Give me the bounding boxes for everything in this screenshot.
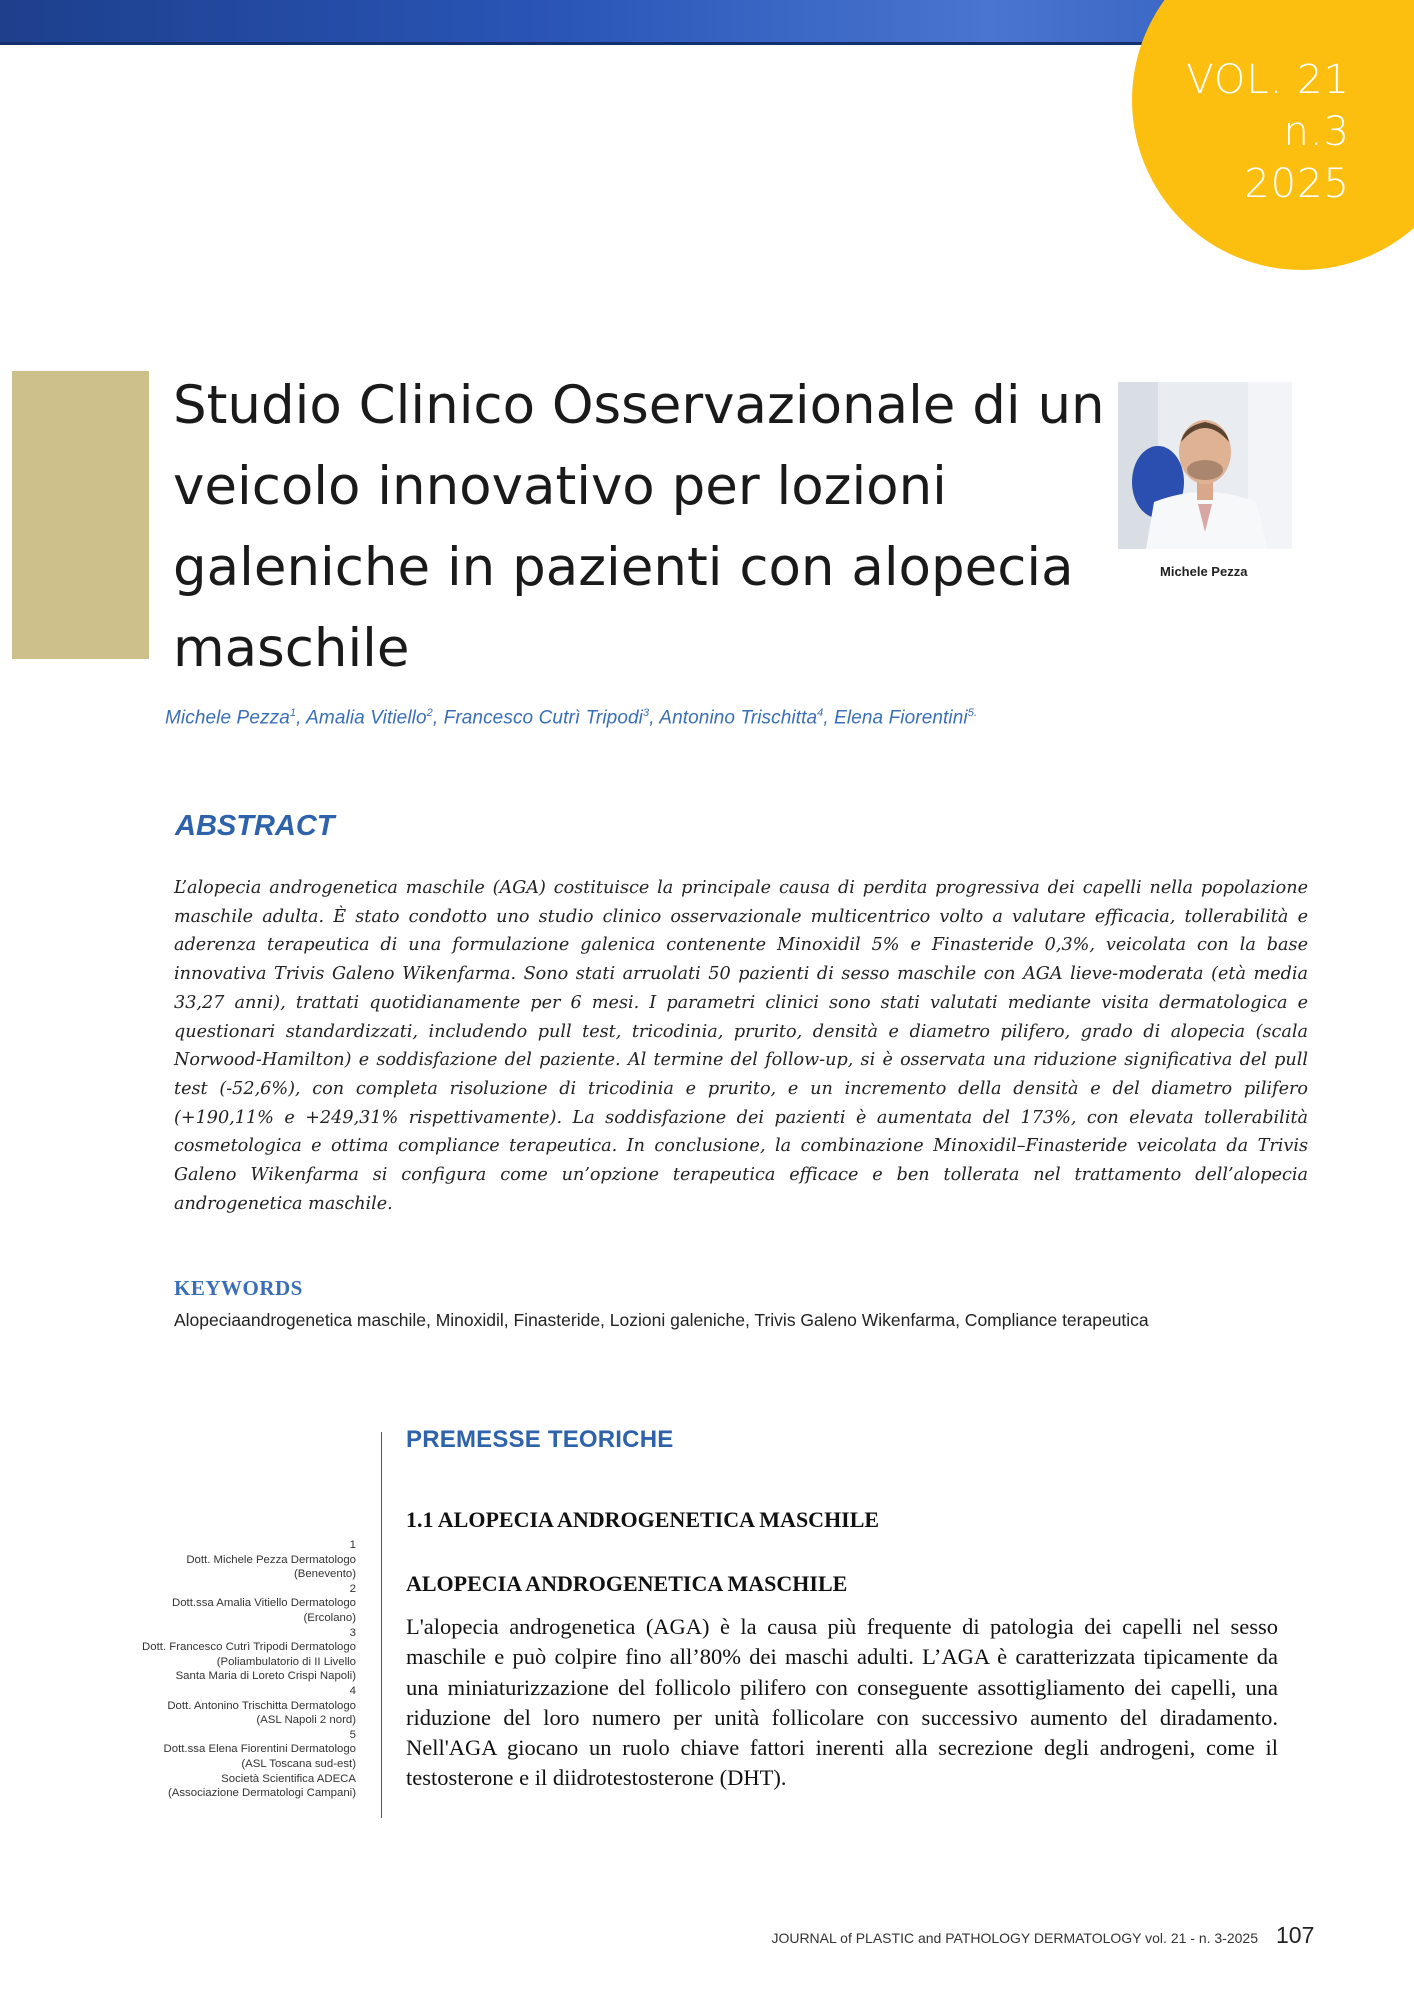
issue-number: n.3 (1283, 109, 1350, 155)
footnote-line: Dott.ssa Elena Fiorentini Dermatologo (163, 1743, 356, 1756)
author-name: Amalia Vitiello (306, 707, 427, 729)
footnote-line: (ASL Toscana sud-est) (241, 1757, 356, 1770)
author-portrait-icon (1118, 382, 1292, 549)
issue-volume: VOL. 21 (1186, 57, 1350, 103)
section-body: L'alopecia androgenetica (AGA) è la causa più frequente di patologia dei capelli nel sesso maschile e può colpire fino all’80% dei maschi adulti. L’AGA è caratterizzata tipicamente da una miniaturizzazione del follicolo pilifero con conseguente assottigliamento dei capelli, una riduzione del loro numero per unità follicolare con successivo aumento del diradamento. Nell'AGA giocano un ruolo chiave fattori inerenti alla secrezione degli androgeni, come il testosterone e il diidrotestosterone (DHT). (406, 1614, 1278, 1791)
footnote-line: 3 (349, 1626, 356, 1639)
footnote-line: 1 (349, 1539, 356, 1551)
footnote-line: Dott. Michele Pezza Dermatologo (186, 1553, 356, 1566)
footnote-line: Santa Maria di Loreto Crispi Napoli) (175, 1670, 356, 1683)
author-name: Elena Fiorentini (834, 707, 968, 729)
keywords-heading: KEYWORDS (174, 1276, 303, 1300)
section-heading: PREMESSE TEORICHE (406, 1426, 674, 1453)
abstract-text: L’alopecia androgenetica maschile (AGA) costituisce la principale causa di perdita progressiva dei capelli nella popolazione maschile adulta. È stato condotto uno studio clinico osservazionale multicentrico volto a valutare efficacia, tollerabilità e aderenza terapeutica di una formulazione galenica contenente Minoxidil 5% e Finasteride 0,3%, veicolata con la base innovativa Trivis Galeno Wikenfarma. Sono stati arruolati 50 pazienti di sesso maschile con AGA lieve-moderata (età media 33,27 anni), trattati quotidianamente per 6 mesi. I parametri clinici sono stati valutati mediante visita dermatologica e questionari standardizzati, includendo pull test, tricodinia, prurito, densità e diametro pilifero, grado di alopecia (scala Norwood-Hamilton) e soddisfazione del paziente. Al termine del follow-up, si è osservata una riduzione significativa del pull test (-52,6%), con completa risoluzione di tricodinia e prurito, e un incremento della densità e del diametro pilifero (+190,11% e +249,31% rispettivamente). La soddisfazione dei pazienti è aumentata del 173%, con elevata tollerabilità cosmetologica e ottima compliance terapeutica. In conclusione, la combinazione Minoxidil–Finasteride veicolata da Trivis Galeno Wikenfarma si configura come un’opzione terapeutica efficace e ben tollerata nel trattamento dell’alopecia androgenetica maschile. (174, 878, 1308, 1214)
article-title: Studio Clinico Osservazionale di un veicolo innovativo per lozioni galeniche in pazienti con alopecia maschile (173, 375, 1105, 679)
footnote-line: (Associazione Dermatologi Campani) (167, 1787, 356, 1800)
footnote-line: (ASL Napoli 2 nord) (256, 1714, 356, 1727)
keywords-text: Alopeciaandrogenetica maschile, Minoxidil, Finasteride, Lozioni galeniche, Trivis Galeno Wikenfarma, Compliance terapeutica (174, 1310, 1149, 1330)
author-name: Antonino Trischitta (659, 707, 818, 729)
abstract-heading: ABSTRACT (175, 810, 335, 842)
photo-caption: Michele Pezza (1160, 564, 1248, 579)
subsection-title: ALOPECIA ANDROGENETICA MASCHILE (406, 1571, 848, 1596)
footnote-line: (Poliambulatorio di II Livello (216, 1655, 356, 1668)
author-photo (1118, 382, 1292, 549)
author-name: Francesco Cutrì Tripodi (443, 707, 644, 729)
author-affiliations (100, 1538, 356, 1801)
author-name: Michele Pezza (165, 707, 290, 729)
author-list: Michele Pezza$^1$, Amalia Vitiello$^2$, Francesco Cutrì Tripodi$^3$, Antonino Trischitta$^4$, Elena Fiorentini$^{5.}$ (165, 707, 978, 729)
author-ref: 5. (967, 707, 978, 719)
author-ref: 2 (426, 707, 433, 719)
footnote-line: Dott. Antonino Trischitta Dermatologo (167, 1699, 356, 1712)
footnote-line: (Benevento) (293, 1568, 356, 1581)
footnote-line: Società Scientifica ADECA (221, 1772, 356, 1785)
footnote-line: 2 (349, 1582, 356, 1595)
subsection-heading: 1.1 ALOPECIA ANDROGENETICA MASCHILE (406, 1507, 880, 1532)
footnote-line: (Ercolano) (303, 1611, 356, 1624)
journal-footer: JOURNAL of PLASTIC and PATHOLOGY DERMATOLOGY vol. 21 - n. 3-2025 (771, 1930, 1258, 1946)
footnote-line: 4 (349, 1684, 356, 1697)
title-accent-bar (12, 371, 149, 659)
author-ref: 1 (289, 707, 297, 719)
issue-year: 2025 (1244, 161, 1350, 207)
footnote-line: 5 (349, 1728, 356, 1741)
footnote-line: Dott. Francesco Cutrì Tripodi Dermatologo (142, 1641, 356, 1654)
issue-label (1140, 54, 1350, 210)
footnote-line: Dott.ssa Amalia Vitiello Dermatologo (171, 1597, 356, 1610)
column-divider (381, 1432, 382, 1818)
author-ref: 4 (817, 707, 824, 719)
page-number: 107 (1276, 1922, 1315, 1948)
author-ref: 3 (643, 707, 650, 719)
